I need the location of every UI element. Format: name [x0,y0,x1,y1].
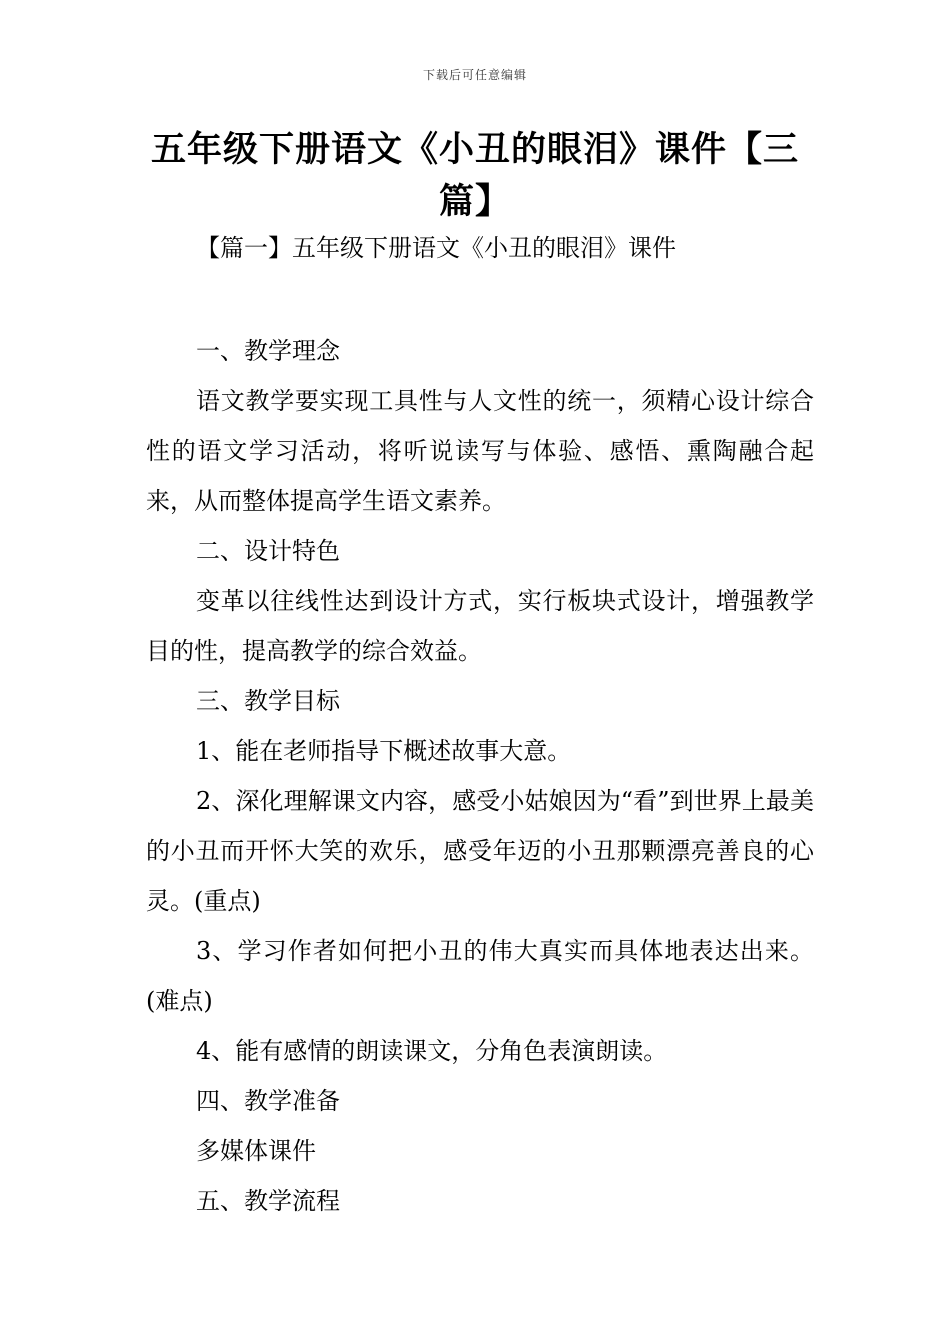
goal-item-2: 2、深化理解课文内容，感受小姑娘因为“看”到世界上最美的小丑而开怀大笑的欢乐，感受年迈的小丑那颗漂亮善良的心灵。(重点) [146,787,814,915]
section-heading-features: 二、设计特色 [196,537,340,565]
section-heading-goals: 三、教学目标 [196,687,340,715]
document-subtitle: 【篇一】五年级下册语文《小丑的眼泪》课件 [196,234,676,262]
goal-item-1: 1、能在老师指导下概述故事大意。 [196,737,572,765]
paragraph-features: 变革以往线性达到设计方式，实行板块式设计，增强教学目的性，提高教学的综合效益。 [146,587,814,665]
document-title: 五年级下册语文《小丑的眼泪》课件【三篇】 [150,130,799,222]
section-heading-concept: 一、教学理念 [196,337,340,365]
paragraph-concept: 语文教学要实现工具性与人文性的统一，须精心设计综合性的语文学习活动，将听说读写与体验、感悟、熏陶融合起来，从而整体提高学生语文素养。 [146,387,814,515]
document-body [146,326,814,1226]
goal-item-3: 3、学习作者如何把小丑的伟大真实而具体地表达出来。(难点) [146,937,814,1015]
header-note: 下载后可任意编辑 [422,68,527,82]
section-heading-process: 五、教学流程 [196,1187,340,1215]
goal-item-4: 4、能有感情的朗读课文，分角色表演朗读。 [196,1037,668,1065]
paragraph-preparation: 多媒体课件 [196,1137,316,1165]
section-heading-preparation: 四、教学准备 [196,1087,340,1115]
